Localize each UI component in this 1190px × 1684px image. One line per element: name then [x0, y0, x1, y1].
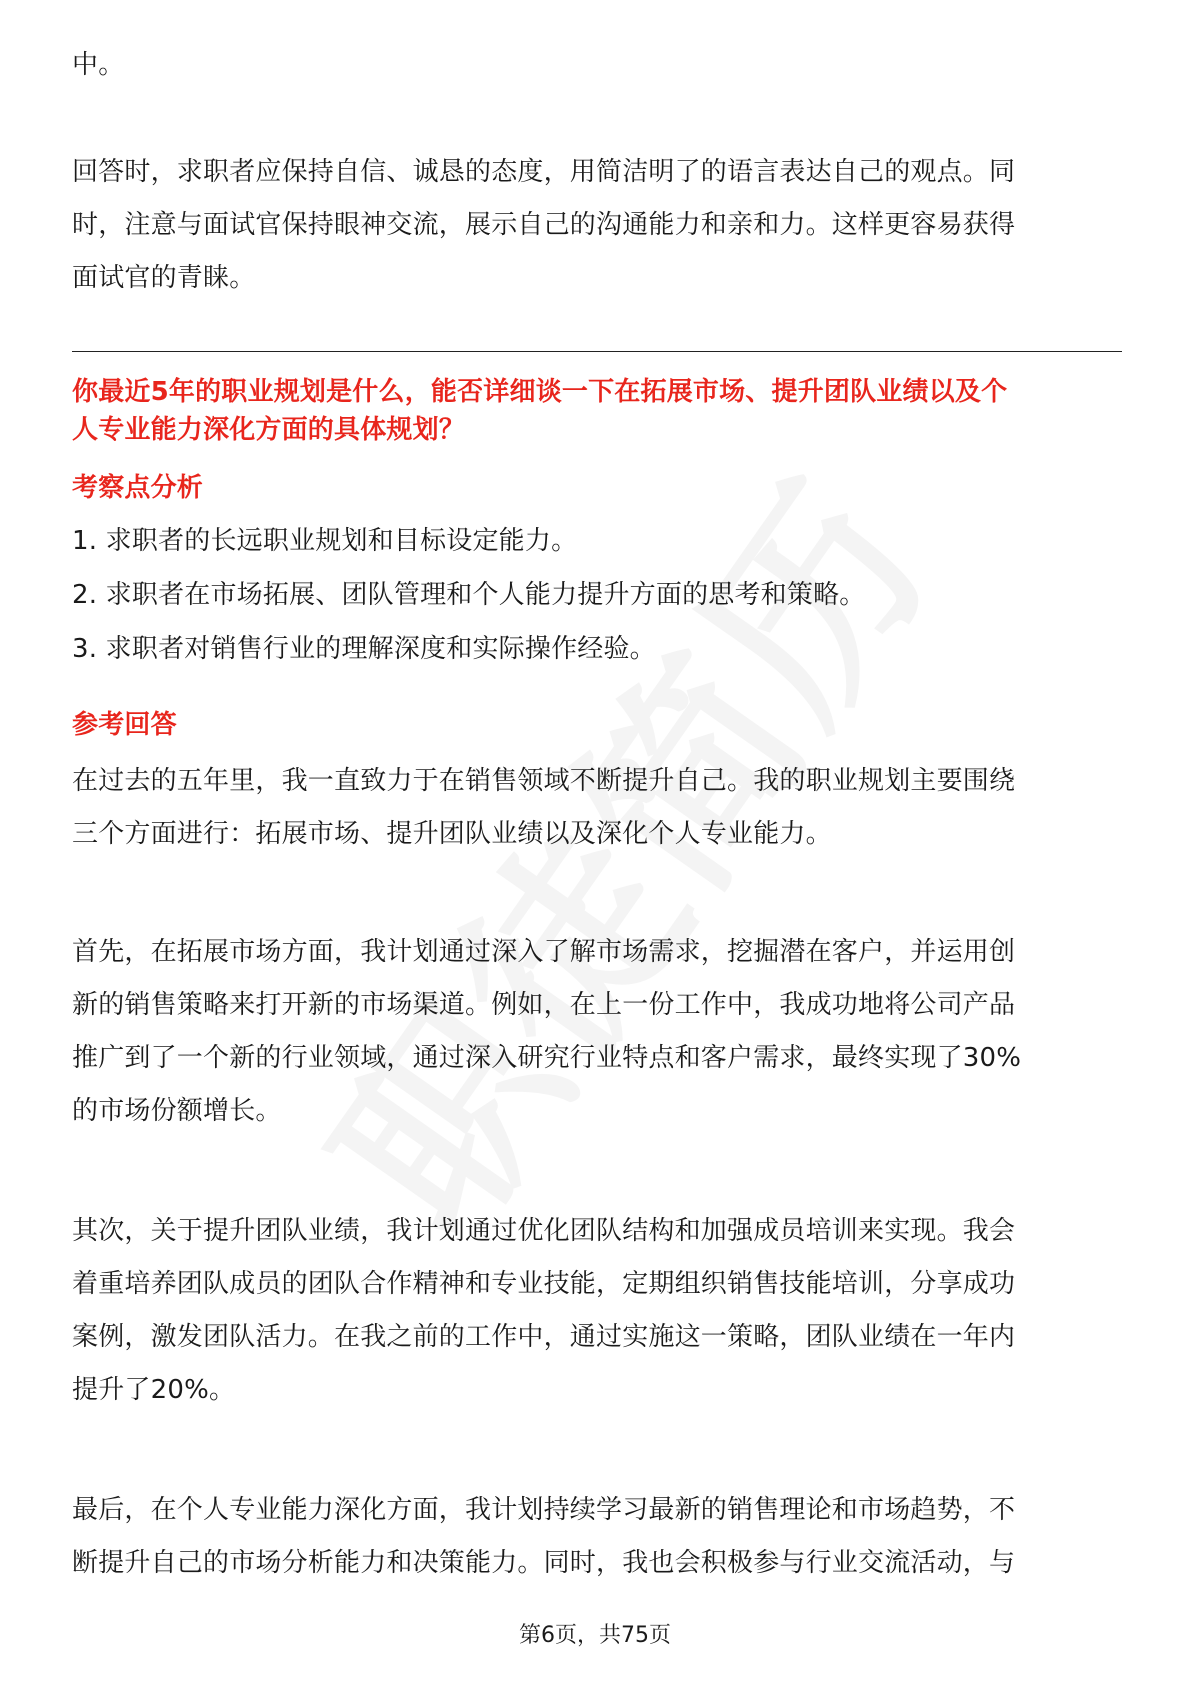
advice-line-2: 时，注意与面试官保持眼神交流，展示自己的沟通能力和亲和力。这样更容易获得	[72, 210, 1016, 240]
team-para-line-3: 案例，激发团队活力。在我之前的工作中，通过实施这一策略，团队业绩在一年内	[72, 1322, 1016, 1352]
team-para-line-4: 提升了20%。	[72, 1375, 236, 1405]
page-number: 第6页，共75页	[519, 1623, 671, 1648]
personal-para-line-1: 最后，在个人专业能力深化方面，我计划持续学习最新的销售理论和市场趋势，不	[72, 1495, 1016, 1525]
analysis-item-1: 1. 求职者的长远职业规划和目标设定能力。	[72, 526, 578, 556]
question-line-2: 人专业能力深化方面的具体规划？	[72, 415, 466, 445]
market-para-line-2: 新的销售策略来打开新的市场渠道。例如，在上一份工作中，我成功地将公司产品	[72, 990, 1016, 1020]
analysis-heading: 考察点分析	[72, 473, 204, 503]
market-para-line-3: 推广到了一个新的行业领域，通过深入研究行业特点和客户需求，最终实现了30%	[72, 1043, 1022, 1073]
intro-tail-text: 中。	[72, 50, 125, 80]
question-line-1: 你最近5年的职业规划是什么，能否详细谈一下在拓展市场、提升团队业绩以及个	[72, 377, 1008, 407]
answer-heading: 参考回答	[72, 710, 177, 740]
market-para-line-4: 的市场份额增长。	[72, 1096, 282, 1126]
answer-intro-line-1: 在过去的五年里，我一直致力于在销售领域不断提升自己。我的职业规划主要围绕	[72, 766, 1016, 796]
advice-line-3: 面试官的青睐。	[72, 263, 256, 293]
team-para-line-1: 其次，关于提升团队业绩，我计划通过优化团队结构和加强成员培训来实现。我会	[72, 1216, 1016, 1246]
team-para-line-2: 着重培养团队成员的团队合作精神和专业技能，定期组织销售技能培训，分享成功	[72, 1269, 1016, 1299]
personal-para-line-2: 断提升自己的市场分析能力和决策能力。同时，我也会积极参与行业交流活动，与	[72, 1548, 1016, 1578]
analysis-item-3: 3. 求职者对销售行业的理解深度和实际操作经验。	[72, 634, 656, 664]
section-divider	[72, 351, 1122, 352]
advice-line-1: 回答时，求职者应保持自信、诚恳的态度，用简洁明了的语言表达自己的观点。同	[72, 157, 1016, 187]
analysis-item-2: 2. 求职者在市场拓展、团队管理和个人能力提升方面的思考和策略。	[72, 580, 866, 610]
answer-intro-line-2: 三个方面进行：拓展市场、提升团队业绩以及深化个人专业能力。	[72, 819, 832, 849]
market-para-line-1: 首先，在拓展市场方面，我计划通过深入了解市场需求，挖掘潜在客户，并运用创	[72, 937, 1016, 967]
